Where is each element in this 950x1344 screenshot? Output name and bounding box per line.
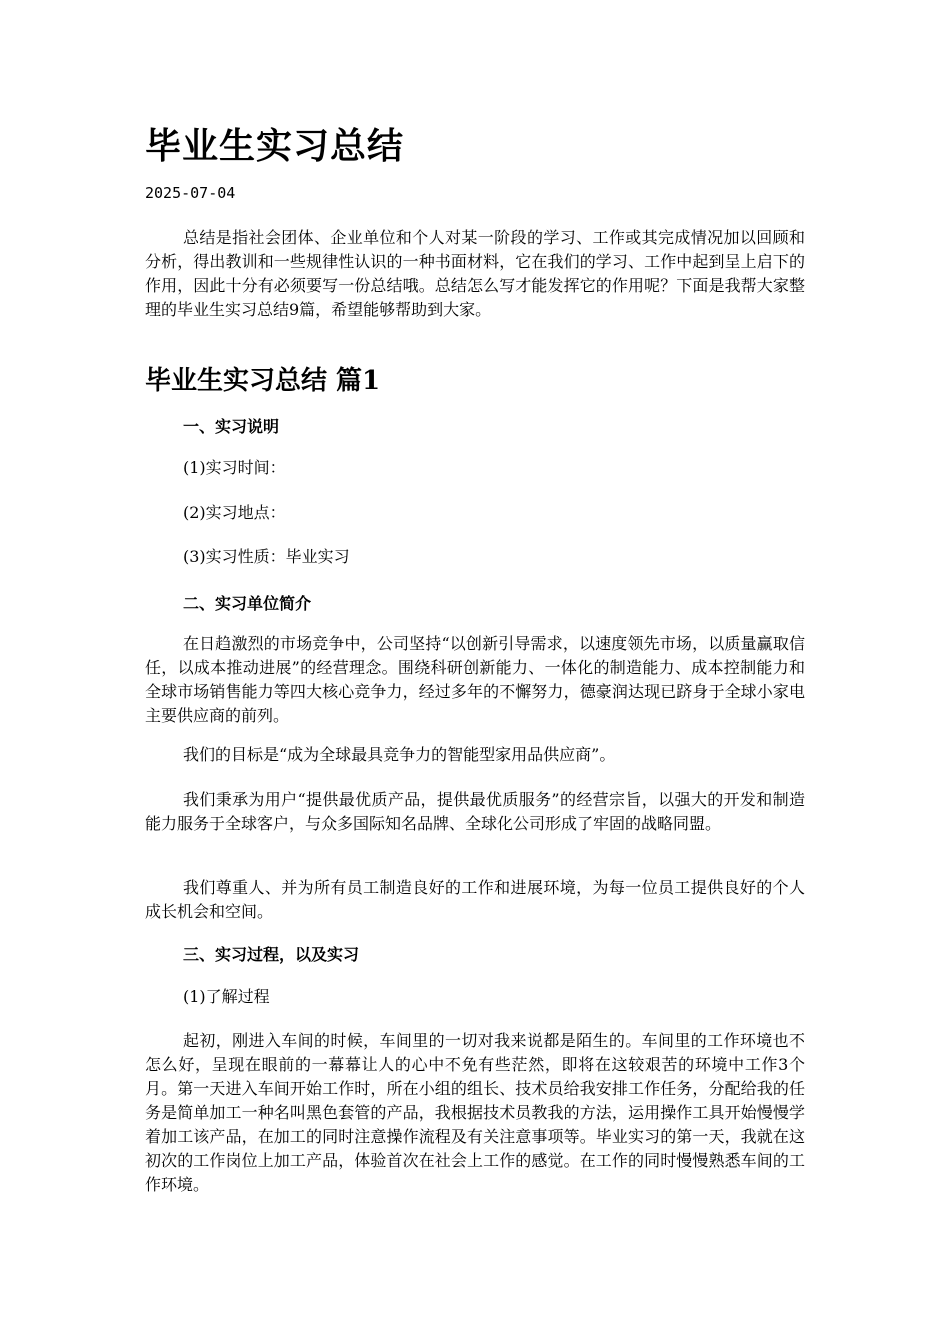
- sub-heading-company-profile: 二、实习单位简介: [183, 594, 312, 613]
- document-date: 2025-07-04: [145, 184, 236, 202]
- paragraph-company-goal: 我们的目标是“成为全球最具竞争力的智能型家用品供应商”。: [183, 745, 616, 764]
- intro-paragraph: 总结是指社会团体、企业单位和个人对某一阶段的学习、工作或其完成情况加以回顾和分析，得出教训和一些规律性认识的一种书面材料，它在我们的学习、工作中起到呈上启下的作用，因此十分有必须要写一份总结哦。总结怎么写才能发挥它的作用呢？下面是我帮大家整理的毕业生实习总结9篇，希望能够帮助到大家。: [145, 228, 805, 319]
- list-item-internship-location: (2)实习地点：: [183, 503, 286, 522]
- paragraph-workshop-experience: 起初，刚进入车间的时候，车间里的一切对我来说都是陌生的。车间里的工作环境也不怎么好，呈现在眼前的一幕幕让人的心中不免有些茫然，即将在这较艰苦的环境中工作3个月。第一天进入车间开始工作时，所在小组的组长、技术员给我安排工作任务，分配给我的任务是简单加工一种名叫黑色套管的产品，我根据技术员教我的方法，运用操作工具开始慢慢学着加工该产品，在加工的同时注意操作流程及有关注意事项等。毕业实习的第一天，我就在这初次的工作岗位上加工产品，体验首次在社会上工作的感觉。在工作的同时慢慢熟悉车间的工作环境。: [145, 1031, 805, 1194]
- paragraph-company-mission: 我们秉承为用户“提供最优质产品，提供最优质服务”的经营宗旨，以强大的开发和制造能力服务于全球客户，与众多国际知名品牌、全球化公司形成了牢固的战略同盟。: [145, 790, 805, 833]
- document-title: 毕业生实习总结: [145, 125, 405, 167]
- list-item-internship-nature: (3)实习性质：毕业实习: [183, 547, 350, 566]
- sub-heading-internship-description: 一、实习说明: [183, 417, 280, 436]
- paragraph-company-intro: 在日趋激烈的市场竞争中，公司坚持“以创新引导需求，以速度领先市场，以质量赢取信任，以成本推动进展”的经营理念。围绕科研创新能力、一体化的制造能力、成本控制能力和全球市场销售能力等四大核心竞争力，经过多年的不懈努力，德豪润达现已跻身于全球小家电主要供应商的前列。: [145, 634, 805, 725]
- sub-heading-internship-process: 三、实习过程，以及实习: [183, 945, 360, 964]
- paragraph-company-people: 我们尊重人、并为所有员工制造良好的工作和进展环境，为每一位员工提供良好的个人成长机会和空间。: [145, 878, 805, 921]
- list-item-understanding-process: (1)了解过程: [183, 987, 270, 1006]
- list-item-internship-time: (1)实习时间：: [183, 458, 286, 477]
- section-heading-1: 毕业生实习总结 篇1: [145, 366, 381, 396]
